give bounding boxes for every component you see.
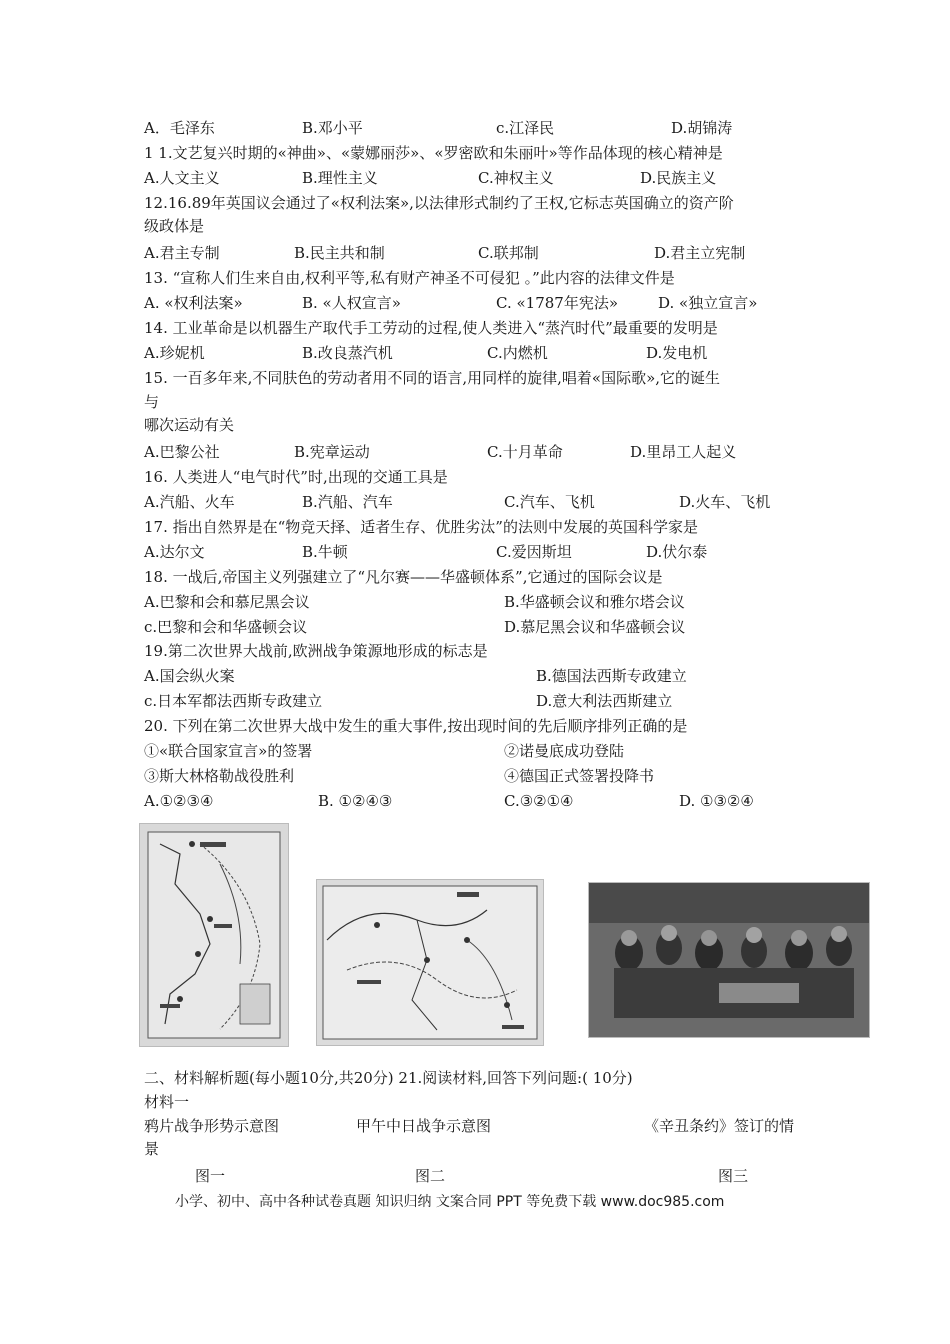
q14-option-a: A.珍妮机 <box>144 344 205 362</box>
q10-option-d: D.胡锦涛 <box>671 119 733 137</box>
q20-event-4: ④德国正式签署投降书 <box>504 767 655 785</box>
q17-option-c: C.爱因斯坦 <box>496 543 572 561</box>
q14-option-d: D.发电机 <box>646 344 708 362</box>
q13-option-c: C. «1787年宪法» <box>496 294 619 312</box>
figure-3-label: 图三 <box>718 1167 749 1185</box>
q12-option-d: D.君主立宪制 <box>654 244 746 262</box>
q16-stem: 16. 人类进人“电气时代”时,出现的交通工具是 <box>144 468 448 486</box>
q17-option-d: D.伏尔泰 <box>646 543 708 561</box>
q11-stem: 1 1.文艺复兴时期的«神曲»、«蒙娜丽莎»、«罗密欧和朱丽叶»等作品体现的核心精神是 <box>144 144 723 162</box>
q15-stem-line1: 15. 一百多年来,不同肤色的劳动者用不同的语言,用同样的旋律,唱着«国际歌»,它的诞生 <box>144 369 721 387</box>
q13-option-b: B. «人权宣言» <box>302 294 401 312</box>
q18-option-c: c.巴黎和会和华盛顿会议 <box>144 618 308 636</box>
q13-option-a: A. «权利法案» <box>144 294 243 312</box>
caption-figure-1: 鸦片战争形势示意图 <box>144 1117 280 1135</box>
q20-event-2: ②诺曼底成功登陆 <box>504 742 625 760</box>
caption-figure-2: 甲午中日战争示意图 <box>356 1117 492 1135</box>
q20-option-a: A.①②③④ <box>144 792 214 810</box>
q17-stem: 17. 指出自然界是在“物竞天择、适者生存、优胜劣汰”的法则中发展的英国科学家是 <box>144 518 698 536</box>
q18-option-d: D.慕尼黑会议和华盛顿会议 <box>504 618 686 636</box>
sino-japanese-war-map-image <box>316 879 544 1046</box>
q14-option-c: C.内燃机 <box>487 344 548 362</box>
boxer-protocol-signing-photo <box>588 882 870 1038</box>
caption-figure-3-line1: 《辛丑条约》签订的情 <box>644 1117 795 1135</box>
q18-option-a: A.巴黎和会和慕尼黑会议 <box>144 593 310 611</box>
q10-option-c: c.江泽民 <box>496 119 555 137</box>
q16-option-b: B.汽船、汽车 <box>302 493 393 511</box>
q12-stem-line2: 级政体是 <box>144 217 205 235</box>
figure-2-label: 图二 <box>415 1167 446 1185</box>
q19-option-b: B.德国法西斯专政建立 <box>536 667 687 685</box>
q12-option-a: A.君主专制 <box>144 244 220 262</box>
q15-stem-line3: 哪次运动有关 <box>144 416 235 434</box>
q20-option-d: D. ①③②④ <box>679 792 754 810</box>
caption-figure-3-line2: 景 <box>144 1140 160 1158</box>
q11-option-d: D.民族主义 <box>640 169 717 187</box>
q12-option-b: B.民主共和制 <box>294 244 385 262</box>
q18-option-b: B.华盛顿会议和雅尔塔会议 <box>504 593 685 611</box>
q17-option-b: B.牛顿 <box>302 543 348 561</box>
q16-option-c: C.汽车、飞机 <box>504 493 595 511</box>
q14-option-b: B.改良蒸汽机 <box>302 344 393 362</box>
q16-option-a: A.汽船、火车 <box>144 493 235 511</box>
q11-option-a: A.人文主义 <box>144 169 220 187</box>
q18-stem: 18. 一战后,帝国主义列强建立了“凡尔赛——华盛顿体系”,它通过的国际会议是 <box>144 568 663 586</box>
material-label: 材料一 <box>144 1093 190 1111</box>
q19-option-c: c.日本军都法西斯专政建立 <box>144 692 323 710</box>
q20-option-c: C.③②①④ <box>504 792 574 810</box>
q15-option-a: A.巴黎公社 <box>144 443 220 461</box>
q10-option-b: B.邓小平 <box>302 119 363 137</box>
q19-option-a: A.国会纵火案 <box>144 667 235 685</box>
q12-stem-line1: 12.16.89年英国议会通过了«权利法案»,以法律形式制约了王权,它标志英国确立的资产阶 <box>144 194 734 212</box>
q15-option-d: D.里昂工人起义 <box>630 443 737 461</box>
q11-option-b: B.理性主义 <box>302 169 378 187</box>
q20-stem: 20. 下列在第二次世界大战中发生的重大事件,按出现时间的先后顺序排列正确的是 <box>144 717 688 735</box>
q11-option-c: C.神权主义 <box>478 169 554 187</box>
q20-event-3: ③斯大林格勒战役胜利 <box>144 767 295 785</box>
q20-event-1: ①«联合国家宣言»的签署 <box>144 742 313 760</box>
section2-heading: 二、材料解析题(每小题10分,共20分) 21.阅读材料,回答下列问题:( 10分) <box>144 1069 633 1087</box>
q15-stem-line2: 与 <box>144 393 160 411</box>
q15-option-c: C.十月革命 <box>487 443 563 461</box>
footer-text: 小学、初中、高中各种试卷真题 知识归纳 文案合同 PPT 等免费下载 www.doc985.com <box>175 1194 725 1210</box>
figure-1-label: 图一 <box>195 1167 226 1185</box>
q17-option-a: A.达尔文 <box>144 543 205 561</box>
q20-option-b: B. ①②④③ <box>318 792 393 810</box>
q19-stem: 19.第二次世界大战前,欧洲战争策源地形成的标志是 <box>144 642 488 660</box>
q13-stem: 13. “宣称人们生来自由,权利平等,私有财产神圣不可侵犯 。”此内容的法律文件是 <box>144 269 675 287</box>
q13-option-d: D. «独立宣言» <box>658 294 758 312</box>
q10-option-a: A．毛泽东 <box>144 119 215 137</box>
q15-option-b: B.宪章运动 <box>294 443 370 461</box>
q19-option-d: D.意大利法西斯建立 <box>536 692 673 710</box>
q16-option-d: D.火车、飞机 <box>679 493 771 511</box>
q12-option-c: C.联邦制 <box>478 244 539 262</box>
q14-stem: 14. 工业革命是以机器生产取代手工劳动的过程,使人类进入“蒸汽时代”最重要的发明是 <box>144 319 718 337</box>
opium-war-map-image <box>139 823 289 1047</box>
